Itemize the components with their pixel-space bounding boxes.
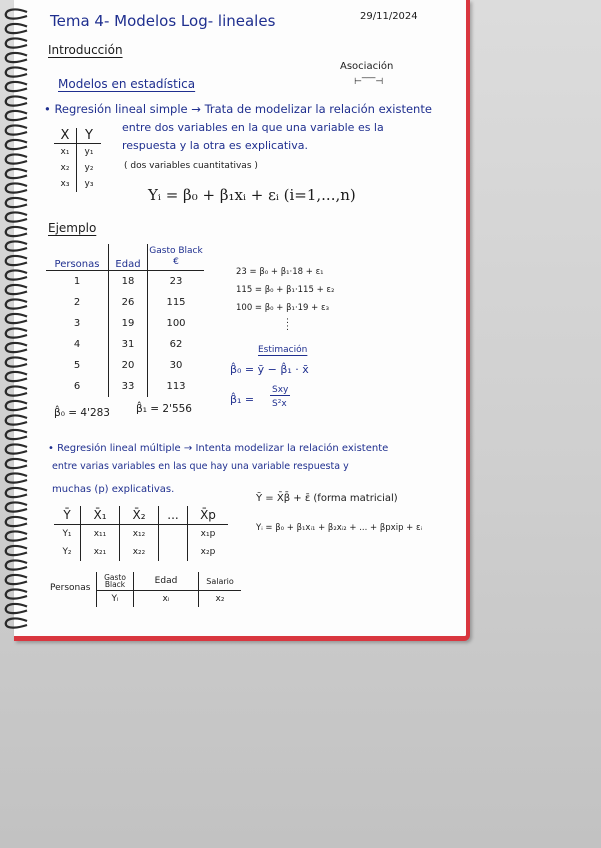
example-cell: 2 xyxy=(46,292,109,313)
example-cell: 18 xyxy=(109,271,148,293)
example-cell: 30 xyxy=(169,360,183,371)
spiral-ring xyxy=(6,285,27,294)
xy-cell: y₁ xyxy=(84,147,94,157)
example-equation: 115 = β₀ + β₁·115 + ε₂ xyxy=(236,285,335,295)
example-cell: 33 xyxy=(109,376,148,397)
example-cell: 23 xyxy=(169,276,183,287)
example-col-gasto: Gasto Black € xyxy=(149,246,203,267)
bottom-col-gasto: Gasto Black xyxy=(97,572,134,591)
example-cell: 113 xyxy=(166,381,186,392)
matrix-formula: Ȳ = X̄β̄ + ε̄ (forma matricial) xyxy=(256,493,398,504)
spiral-ring xyxy=(6,24,27,33)
bottom-cell: x₂ xyxy=(215,594,225,604)
spiral-ring xyxy=(6,125,27,134)
spiral-ring xyxy=(6,38,27,47)
estimate-b1-lhs: β̂₁ = xyxy=(230,393,255,406)
result-b0: β̂₀ = 4'283 xyxy=(54,407,110,419)
example-row xyxy=(46,313,204,334)
spiral-ring xyxy=(6,299,27,308)
matrix-row xyxy=(54,543,228,561)
spiral-ring xyxy=(6,9,27,18)
spiral-ring xyxy=(6,546,27,555)
spiral-ring xyxy=(6,140,27,149)
estimate-b1-numerator: Sxy xyxy=(272,385,289,395)
page-date: 29/11/2024 xyxy=(360,11,418,22)
spiral-ring xyxy=(6,444,27,453)
matrix-table xyxy=(54,506,228,561)
spiral-ring xyxy=(6,589,27,598)
estimate-b0: β̂₀ = ȳ − β̂₁ · x̄ xyxy=(230,363,309,376)
association-label: Asociación xyxy=(340,61,394,72)
simple-regression-line-3: respuesta y la otra es explicativa. xyxy=(122,139,308,152)
multiple-regression-line-2: entre varias variables en las que hay una variable respuesta y xyxy=(52,461,349,472)
xy-cell: y₃ xyxy=(84,179,94,189)
matrix-cell: x₂₁ xyxy=(81,543,120,561)
spiral-ring xyxy=(6,618,27,627)
spiral-ring xyxy=(6,386,27,395)
example-col-personas: Personas xyxy=(46,244,109,271)
spiral-ring xyxy=(6,415,27,424)
expanded-formula: Yᵢ = β₀ + β₁xᵢ₁ + β₂xᵢ₂ + ... + βpxip + εᵢ xyxy=(256,523,423,533)
simple-regression-line-1: • Regresión lineal simple → Trata de modelizar la relación existente xyxy=(44,102,432,116)
spiral-ring xyxy=(6,357,27,366)
bottom-table-label: Personas xyxy=(50,583,91,593)
spiral-ring xyxy=(6,198,27,207)
page-title: Tema 4- Modelos Log- lineales xyxy=(50,12,276,30)
spiral-ring xyxy=(6,314,27,323)
matrix-cell: x₁₂ xyxy=(120,525,159,544)
spiral-ring xyxy=(6,96,27,105)
spiral-ring xyxy=(6,401,27,410)
matrix-cell xyxy=(159,525,188,544)
multiple-regression-line-3: muchas (p) explicativas. xyxy=(52,484,175,495)
spiral-ring xyxy=(6,270,27,279)
example-cell: 1 xyxy=(46,271,109,293)
example-cell: 31 xyxy=(109,334,148,355)
example-cell: 62 xyxy=(169,339,183,350)
spiral-ring xyxy=(6,53,27,62)
spiral-ring xyxy=(6,502,27,511)
spiral-ring xyxy=(6,111,27,120)
xy-header-x: X xyxy=(54,128,77,144)
spiral-ring xyxy=(6,560,27,569)
simple-regression-line-2: entre dos variables en la que una variable es la xyxy=(122,121,384,134)
spiral-ring xyxy=(6,241,27,250)
bottom-table xyxy=(96,572,241,607)
matrix-cell: x₂₂ xyxy=(120,543,159,561)
example-equation: 100 = β₀ + β₁·19 + ε₃ xyxy=(236,303,329,313)
result-b1: β̂₁ = 2'556 xyxy=(136,403,192,415)
simple-regression-formula: Yᵢ = β₀ + β₁xᵢ + εᵢ (i=1,...,n) xyxy=(148,186,356,204)
example-row xyxy=(46,271,204,293)
example-cell: 20 xyxy=(109,355,148,376)
matrix-row xyxy=(54,525,228,544)
spiral-ring xyxy=(6,473,27,482)
example-row xyxy=(46,292,204,313)
spiral-ring xyxy=(6,154,27,163)
spiral-ring xyxy=(6,82,27,91)
spiral-ring xyxy=(6,459,27,468)
multiple-regression-line-1: • Regresión lineal múltiple → Intenta modelizar la relación existente xyxy=(48,443,389,454)
example-equation: 23 = β₀ + β₁·18 + ε₁ xyxy=(236,267,324,277)
matrix-header-cell: X̄p xyxy=(200,508,216,522)
matrix-cell: Y₂ xyxy=(54,543,81,561)
spiral-ring xyxy=(6,604,27,613)
spiral-ring xyxy=(6,343,27,352)
example-cell: 4 xyxy=(46,334,109,355)
spiral-ring xyxy=(6,575,27,584)
matrix-cell: x₁₁ xyxy=(81,525,120,544)
spiral-ring xyxy=(6,67,27,76)
matrix-header-cell: ... xyxy=(159,506,188,525)
spiral-ring xyxy=(6,227,27,236)
matrix-header-cell: X̄₂ xyxy=(120,506,159,525)
spiral-ring xyxy=(6,169,27,178)
xy-cell: x₃ xyxy=(54,176,77,192)
association-marker: ⊢‾‾‾⊣ xyxy=(354,77,384,87)
example-row xyxy=(46,355,204,376)
spiral-ring xyxy=(6,488,27,497)
matrix-header-cell: Ȳ xyxy=(54,506,81,525)
bottom-cell: Yᵢ xyxy=(97,591,134,608)
spiral-ring xyxy=(6,183,27,192)
estimate-b1-denominator: S²x xyxy=(272,399,287,409)
models-subheading: Modelos en estadística xyxy=(58,77,196,91)
matrix-cell: Y₁ xyxy=(54,525,81,544)
xy-cell: x₂ xyxy=(54,160,77,176)
example-cell: 26 xyxy=(109,292,148,313)
example-cell: 6 xyxy=(46,376,109,397)
spiral-ring xyxy=(6,256,27,265)
xy-cell: x₁ xyxy=(54,144,77,161)
matrix-header-cell: X̄₁ xyxy=(81,506,120,525)
continuation-dots: : : xyxy=(286,316,290,334)
matrix-cell: x₁p xyxy=(200,529,216,539)
example-cell: 115 xyxy=(166,297,186,308)
example-row xyxy=(46,376,204,397)
spiral-ring xyxy=(6,531,27,540)
example-row xyxy=(46,334,204,355)
estimation-label: Estimación xyxy=(258,345,308,355)
example-cell: 100 xyxy=(166,318,186,329)
simple-regression-note: ( dos variables cuantitativas ) xyxy=(124,161,258,171)
example-cell: 19 xyxy=(109,313,148,334)
xy-cell: y₂ xyxy=(84,163,94,173)
example-heading: Ejemplo xyxy=(48,221,97,235)
xy-header-y: Y xyxy=(85,128,93,143)
spiral-ring xyxy=(6,212,27,221)
example-cell: 3 xyxy=(46,313,109,334)
spiral-ring xyxy=(6,372,27,381)
spiral-ring xyxy=(6,328,27,337)
bottom-col-salario: Salario xyxy=(206,576,234,586)
matrix-cell xyxy=(159,543,188,561)
spiral-ring xyxy=(6,517,27,526)
bottom-col-edad: Edad xyxy=(134,572,199,591)
spiral-binding xyxy=(0,0,30,636)
example-col-edad: Edad xyxy=(109,244,148,271)
spiral-ring xyxy=(6,430,27,439)
bottom-cell: xᵢ xyxy=(134,591,199,608)
example-cell: 5 xyxy=(46,355,109,376)
xy-table xyxy=(54,128,101,192)
example-table xyxy=(46,244,204,397)
matrix-cell: x₂p xyxy=(200,547,216,557)
intro-heading: Introducción xyxy=(48,43,123,57)
